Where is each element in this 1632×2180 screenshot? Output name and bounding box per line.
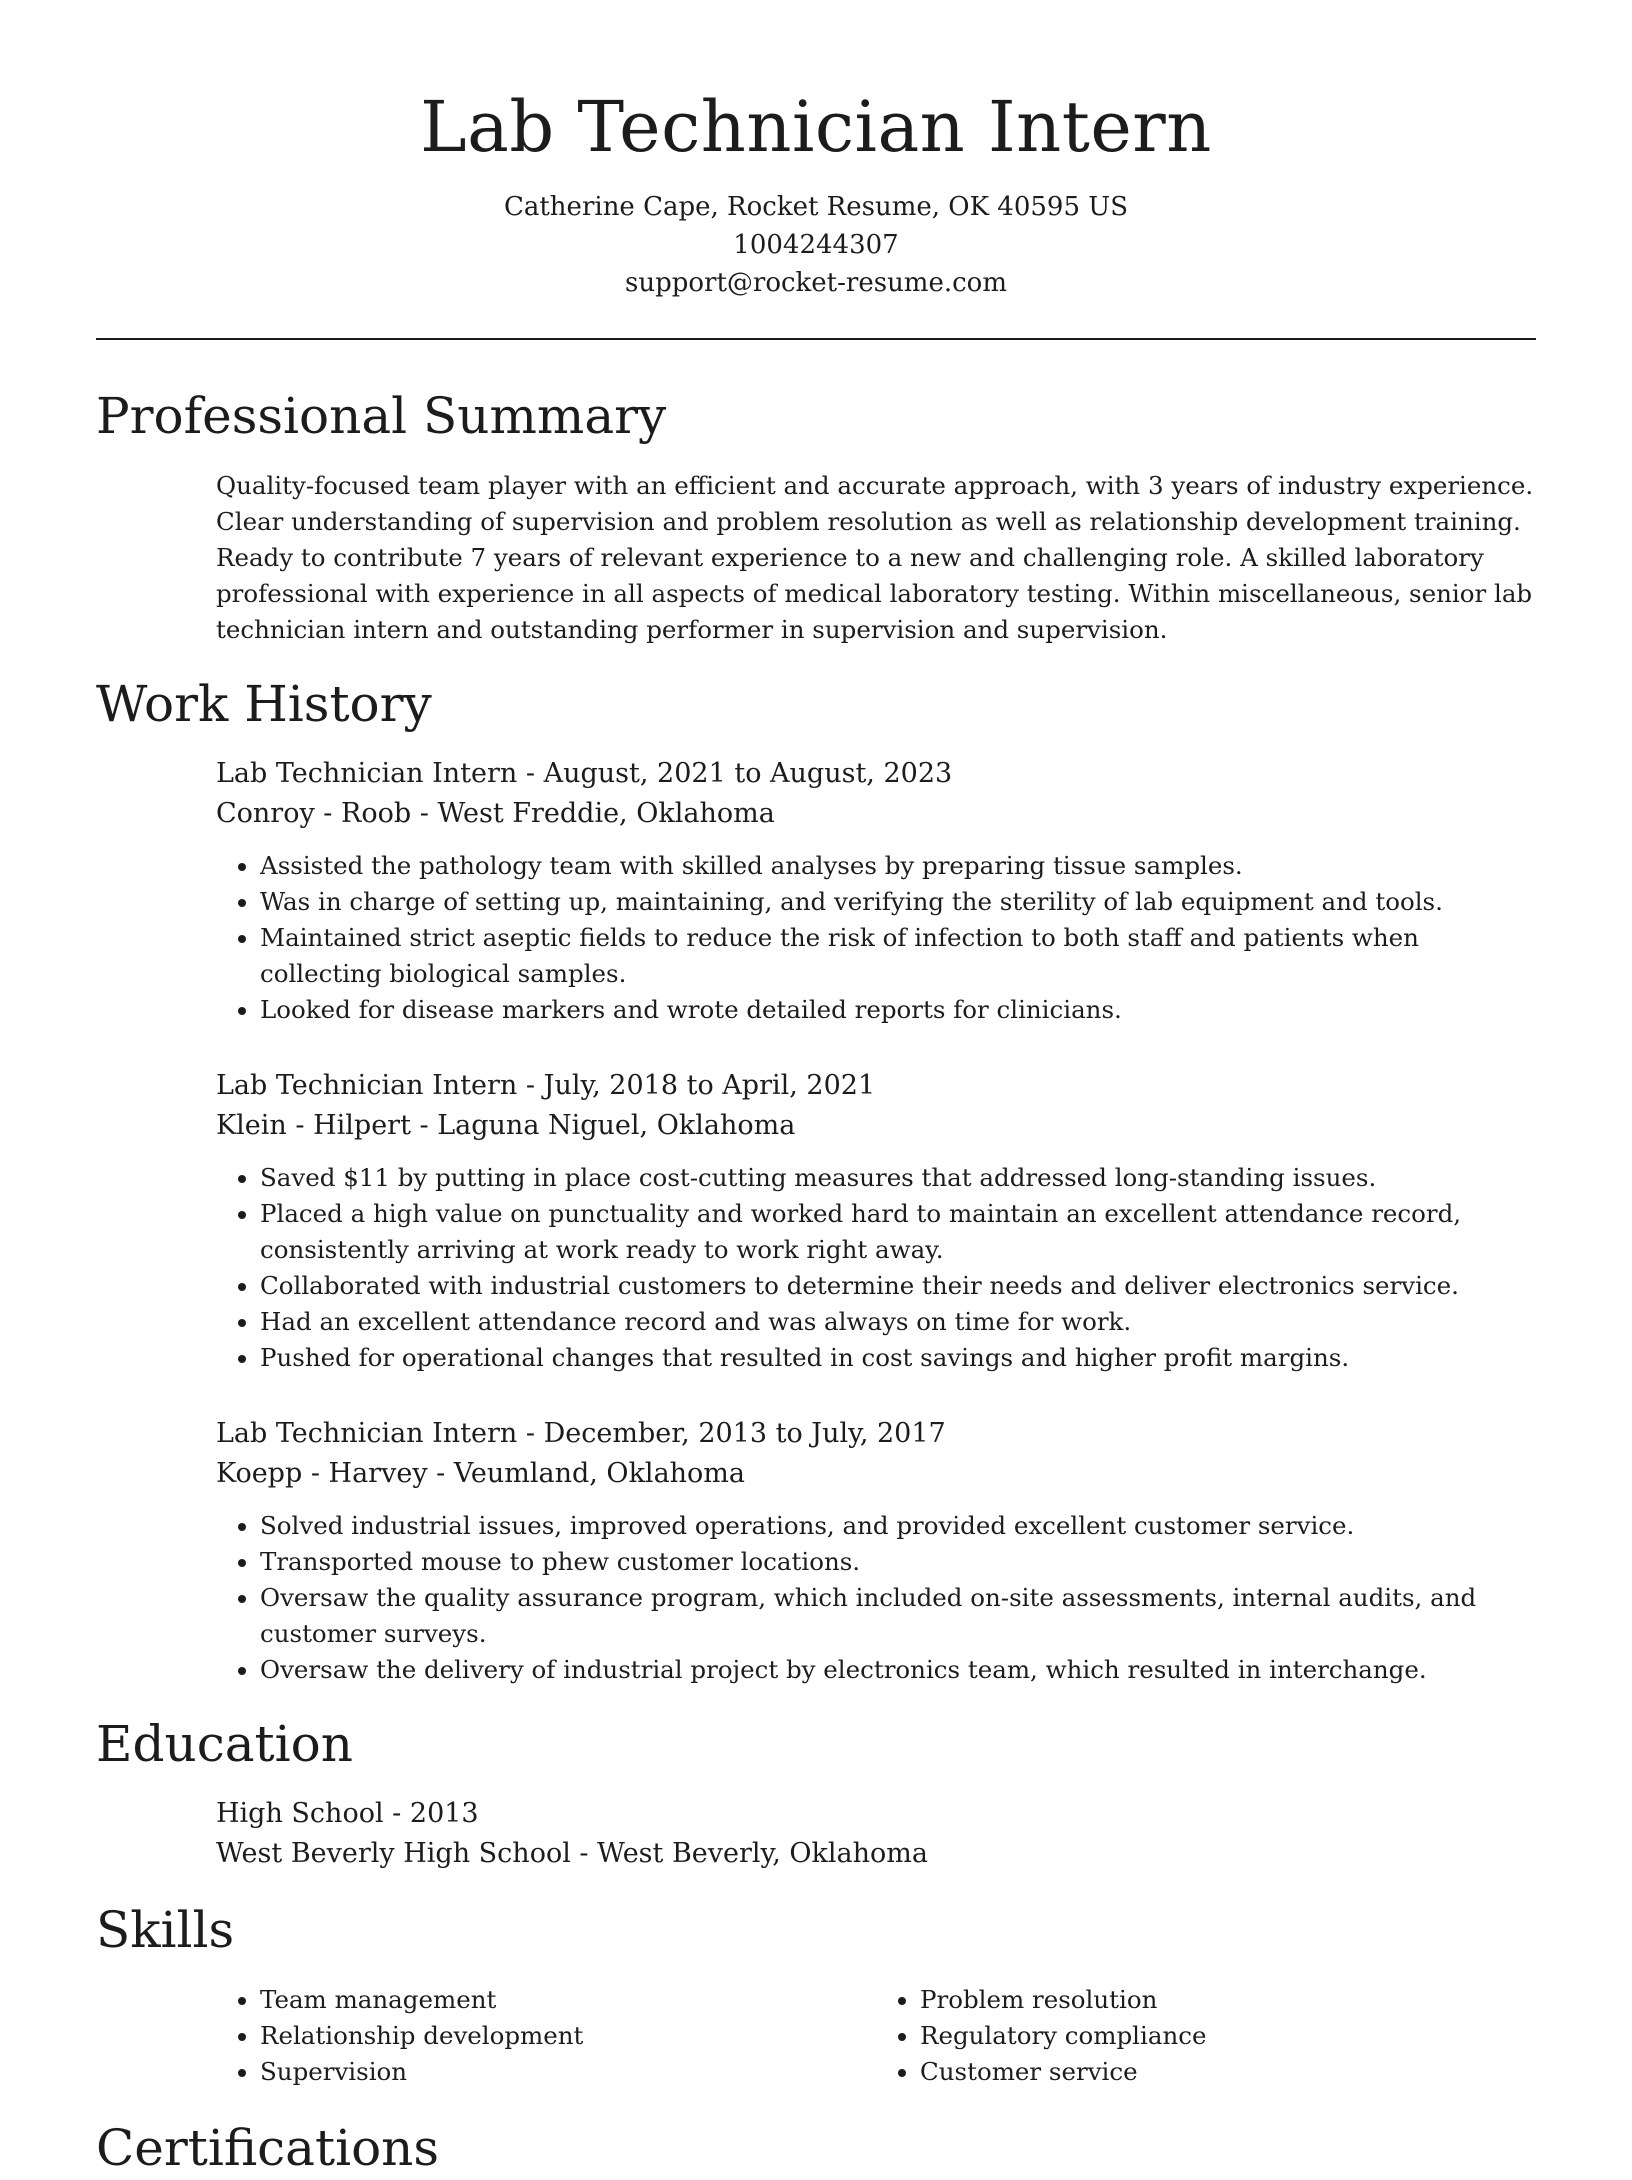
job-employer: Klein - Hilpert - Laguna Niguel, Oklahoma: [216, 1110, 796, 1141]
contact-address: Catherine Cape, Rocket Resume, OK 40595 US: [503, 192, 1129, 222]
header-divider: [96, 338, 1536, 340]
section-title: Professional Summary: [96, 387, 667, 445]
job-heading: Lab Technician Intern - December, 2013 to July, 2017: [216, 1418, 946, 1449]
job-location: Laguna Niguel, Oklahoma: [437, 1110, 796, 1141]
resume-title: Lab Technician Intern: [420, 86, 1212, 168]
job-bullet: • Oversaw the delivery of industrial project by electronics team, which resulted in interchange.: [260, 1652, 1536, 1688]
section-title: Education: [96, 1715, 353, 1773]
job-bullet: • Saved $11 by putting in place cost-cutting measures that addressed long-standing issues.: [260, 1160, 1536, 1196]
skill-item: • Customer service: [920, 2054, 1536, 2090]
job-bullet: • Maintained strict aseptic fields to reduce the risk of infection to both staff and patients when collecting biological samples.: [260, 920, 1536, 992]
skills-grid: [216, 1982, 1536, 2090]
contact-email: support@rocket-resume.com: [624, 268, 1007, 298]
contact-phone: 1004244307: [733, 230, 899, 260]
job-bullet: • Placed a high value on punctuality and worked hard to maintain an excellent attendance record, consistently arriving at work ready to work right away.: [260, 1196, 1536, 1268]
education-school: West Beverly High School: [216, 1838, 571, 1869]
job-employer: Koepp - Harvey - Veumland, Oklahoma: [216, 1458, 746, 1489]
skill-item: • Team management: [260, 1982, 876, 2018]
job-bullets: [216, 1160, 1536, 1376]
skill-item: • Relationship development: [260, 2018, 876, 2054]
education-entry: [216, 1794, 1536, 1874]
education-school-line: West Beverly High School - West Beverly, Oklahoma: [216, 1838, 928, 1869]
job-bullet: • Assisted the pathology team with skilled analyses by preparing tissue samples.: [260, 848, 1536, 884]
job-company: Conroy - Roob: [216, 798, 412, 829]
job-bullet: • Collaborated with industrial customers to determine their needs and deliver electronics service.: [260, 1268, 1536, 1304]
job-company: Klein - Hilpert: [216, 1110, 411, 1141]
section-title: Work History: [96, 675, 432, 733]
education-year: 2013: [409, 1798, 479, 1829]
job-bullet: • Transported mouse to phew customer locations.: [260, 1544, 1536, 1580]
skills-column-left: [216, 1982, 876, 2090]
job-heading: Lab Technician Intern - August, 2021 to August, 2023: [216, 758, 953, 789]
job-entry: [216, 1066, 1536, 1376]
job-bullet: • Had an excellent attendance record and was always on time for work.: [260, 1304, 1536, 1340]
job-bullet: • Pushed for operational changes that resulted in cost savings and higher profit margins.: [260, 1340, 1536, 1376]
contact-info: [96, 188, 1536, 302]
job-location: Veumland, Oklahoma: [453, 1458, 746, 1489]
job-dates: December, 2013 to July, 2017: [543, 1418, 946, 1449]
skill-item: • Regulatory compliance: [920, 2018, 1536, 2054]
job-role: Lab Technician Intern: [216, 758, 518, 789]
job-bullet: • Solved industrial issues, improved operations, and provided excellent customer service.: [260, 1508, 1536, 1544]
job-bullet: • Was in charge of setting up, maintaining, and verifying the sterility of lab equipment and tools.: [260, 884, 1536, 920]
job-location: West Freddie, Oklahoma: [437, 798, 775, 829]
job-company: Koepp - Harvey: [216, 1458, 428, 1489]
skill-item: • Supervision: [260, 2054, 876, 2090]
job-entry: [216, 1414, 1536, 1688]
section-work-history: [96, 672, 1536, 1688]
job-bullet: • Oversaw the quality assurance program, which included on-site assessments, internal audits, and customer surveys.: [260, 1580, 1536, 1652]
job-bullet: • Looked for disease markers and wrote detailed reports for clinicians.: [260, 992, 1536, 1028]
section-title: Certifications: [96, 2119, 440, 2177]
job-entry: [216, 754, 1536, 1028]
summary-text: Quality-focused team player with an efficient and accurate approach, with 3 years of industry experience. Clear understanding of supervision and problem resolution as well as relationship development training. Ready to contribute 7 years of relevant experience to a new and challenging role. A skilled laboratory professional with experience in all aspects of medical laboratory testing. Within miscellaneous, senior lab technician intern and outstanding performer in supervision and supervision.: [216, 471, 1534, 644]
work-entries: [216, 754, 1536, 1688]
section-title: Skills: [96, 1901, 235, 1959]
education-degree: High School: [216, 1798, 384, 1829]
job-bullets: [216, 848, 1536, 1028]
job-heading: Lab Technician Intern - July, 2018 to April, 2021: [216, 1070, 876, 1101]
section-certifications: [96, 2116, 1536, 2180]
section-skills: [96, 1898, 1536, 2090]
section-education: [96, 1712, 1536, 1874]
section-professional-summary: [96, 384, 1536, 648]
job-employer: Conroy - Roob - West Freddie, Oklahoma: [216, 798, 775, 829]
education-location: West Beverly, Oklahoma: [597, 1838, 928, 1869]
job-dates: July, 2018 to April, 2021: [543, 1070, 876, 1101]
job-role: Lab Technician Intern: [216, 1418, 518, 1449]
education-degree-line: High School - 2013: [216, 1798, 479, 1829]
skills-column-right: [876, 1982, 1536, 2090]
skill-item: • Problem resolution: [920, 1982, 1536, 2018]
job-dates: August, 2021 to August, 2023: [543, 758, 953, 789]
job-role: Lab Technician Intern: [216, 1070, 518, 1101]
resume-header: [96, 0, 1536, 302]
job-bullets: [216, 1508, 1536, 1688]
